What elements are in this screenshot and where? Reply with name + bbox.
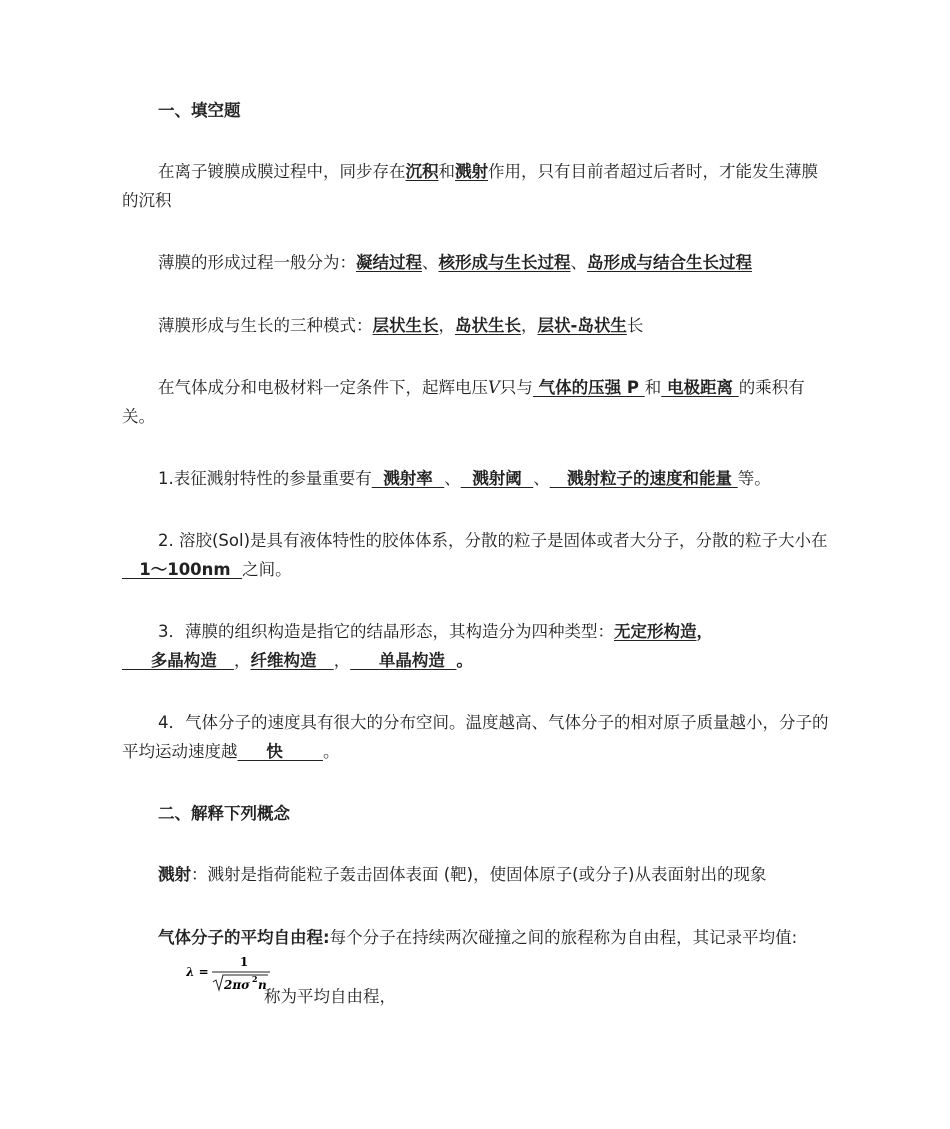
concept-sputtering: 溅射：溅射是指荷能粒子轰击固体表面 (靶)，使固体原子(或分子)从表面射出的现象: [158, 865, 767, 884]
mean-free-path-formula-line: [122, 952, 834, 1006]
formula-sqrt-body: 2πσ: [224, 978, 250, 992]
question-sol: 2. 溶胶(Sol)是具有液体特性的胶体体系，分散的粒子是固体或者大分子，分散的粒子大小在 1～100nm 之间。: [122, 531, 828, 579]
question-growth-modes: 薄膜形成与生长的三种模式：层状生长，岛状生长，层状-岛状生长: [158, 316, 644, 335]
answer-deposition: 沉积: [405, 162, 439, 181]
concept-mean-free-path: 气体分子的平均自由程:每个分子在持续两次碰撞之间的旅程称为自由程，其记录平均值:: [158, 928, 798, 947]
mean-free-path-formula: [186, 952, 270, 996]
section-title-fill-blank: 一、填空题: [158, 101, 241, 120]
formula-exponent: 2: [252, 974, 258, 984]
question-sputter-params: 1.表征溅射特性的参量重要有 溅射率 、 溅射阈 、 溅射粒子的速度和能量 等。: [158, 469, 771, 488]
formula-numerator: 1: [239, 955, 249, 969]
answer-sputtering: 溅射: [455, 162, 488, 181]
formula-trailing-text: 称为平均自由程，: [264, 987, 396, 1006]
formula-lhs: λ =: [186, 965, 209, 979]
question-glow-voltage: 在气体成分和电极材料一定条件下，起辉电压V只与 气体的压强 P 和 电极距离 的乘积有关。: [122, 378, 805, 426]
question-film-structure: 3．薄膜的组织构造是指它的结晶形态，其构造分为四种类型：无定形构造， 多晶构造 ，纤维构造 ， 单晶构造 。: [122, 622, 713, 670]
section-title-concepts: 二、解释下列概念: [158, 804, 290, 823]
formula-n: n: [258, 978, 267, 992]
question-gas-velocity: 4．气体分子的速度具有很大的分布空间。温度越高、气体分子的相对原子质量越小，分子的平均运动速度越 快 。: [122, 713, 829, 761]
question-ion-plating: 在离子镀膜成膜过程中，同步存在沉积和溅射作用，只有目前者超过后者时，才能发生薄膜的沉积: [122, 162, 818, 210]
question-film-formation: 薄膜的形成过程一般分为：凝结过程、核形成与生长过程、岛形成与结合生长过程: [158, 253, 752, 272]
